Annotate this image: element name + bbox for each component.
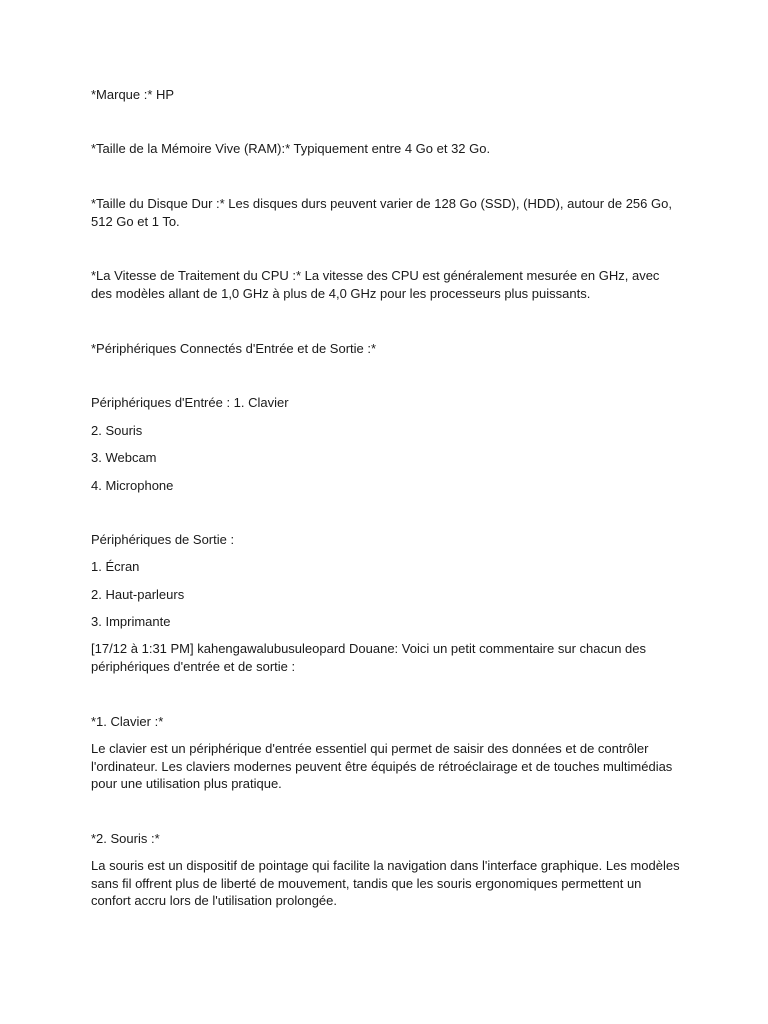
paragraph-mouse-heading: *2. Souris :*	[91, 831, 160, 846]
paragraph-keyboard-description: Le clavier est un périphérique d'entrée essentiel qui permet de saisir des données et de contrôler l'ordinateur. Les claviers modernes peuvent être équipés de rétroéclairage et de touches multimédias pour une utilisation plus pratique.	[91, 741, 673, 791]
paragraph-disk: *Taille du Disque Dur :* Les disques durs peuvent varier de 128 Go (SSD), (HDD), autour de 256 Go, 512 Go et 1 To.	[91, 196, 672, 229]
paragraph-output-devices: Périphériques de Sortie :	[91, 532, 235, 547]
list-item-screen: 1. Écran	[91, 559, 140, 574]
paragraph-ram: *Taille de la Mémoire Vive (RAM):* Typiquement entre 4 Go et 32 Go.	[91, 141, 491, 156]
paragraph-brand: *Marque :* HP	[91, 87, 175, 102]
paragraph-peripherals-heading: *Périphériques Connectés d'Entrée et de Sortie :*	[91, 341, 377, 356]
paragraph-mouse-description: La souris est un dispositif de pointage qui facilite la navigation dans l'interface graphique. Les modèles sans fil offrent plus de liberté de mouvement, tandis que les souris ergonomiques permettent un confort accru lors de l'utilisation prolongée.	[91, 858, 680, 908]
list-item-speakers: 2. Haut-parleurs	[91, 587, 185, 602]
paragraph-chat-comment: [17/12 à 1:31 PM] kahengawalubusuleopard Douane: Voici un petit commentaire sur chacun des périphériques d'entrée et de sortie :	[91, 641, 647, 674]
list-item-mouse: 2. Souris	[91, 423, 143, 438]
list-item-webcam: 3. Webcam	[91, 450, 157, 465]
paragraph-keyboard-heading: *1. Clavier :*	[91, 714, 164, 729]
list-item-microphone: 4. Microphone	[91, 478, 174, 493]
paragraph-cpu: *La Vitesse de Traitement du CPU :* La vitesse des CPU est généralement mesurée en GHz, avec des modèles allant de 1,0 GHz à plus de 4,0 GHz pour les processeurs plus puissants.	[91, 268, 660, 301]
list-item-printer: 3. Imprimante	[91, 614, 171, 629]
paragraph-input-devices: Périphériques d'Entrée : 1. Clavier	[91, 395, 289, 410]
